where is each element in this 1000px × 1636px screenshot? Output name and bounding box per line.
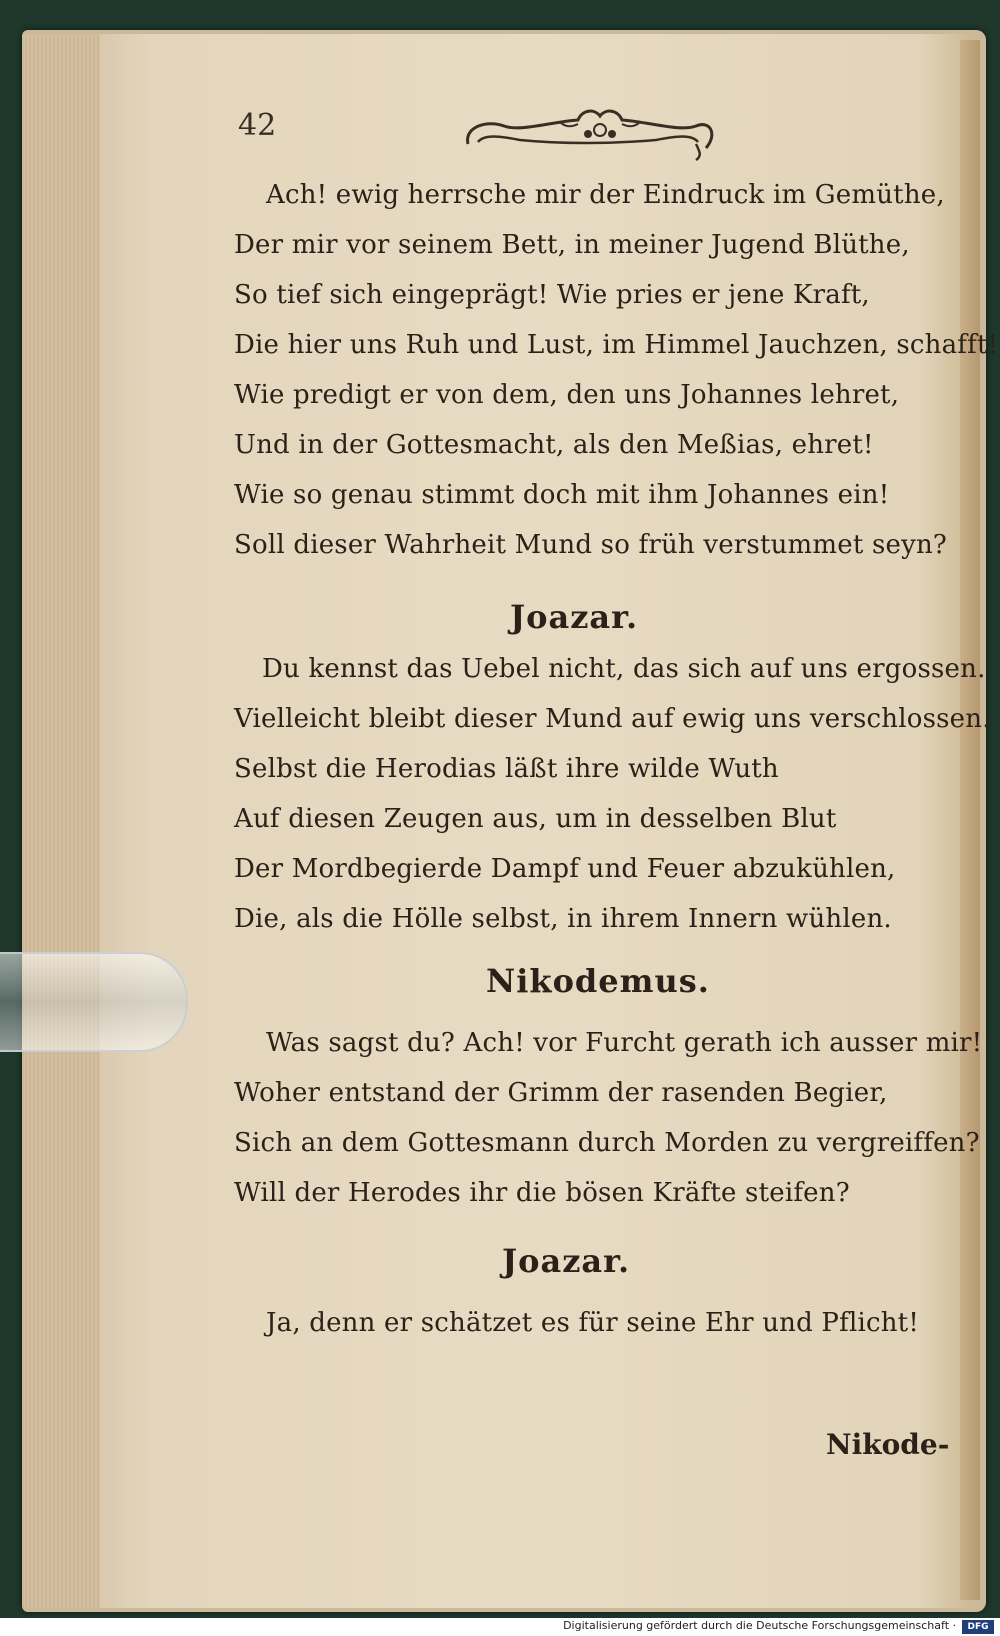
verse-line: Wie so genau stimmt doch mit ihm Johannes ein! <box>234 480 890 510</box>
book-right-edge <box>960 40 980 1600</box>
footer-credit: Digitalisierung gefördert durch die Deutsche Forschungsgemeinschaft · <box>563 1619 956 1632</box>
ornament-icon <box>460 104 715 162</box>
catchword: Nikode- <box>826 1428 950 1461</box>
speaker-name: Joazar. <box>510 598 639 636</box>
page-edges <box>24 34 104 1608</box>
page-holder-clip <box>0 952 188 1052</box>
verse-line: Sich an dem Gottesmann durch Morden zu vergreiffen? <box>234 1128 980 1158</box>
verse-line: Soll dieser Wahrheit Mund so früh verstummet seyn? <box>234 530 948 560</box>
verse-line: Selbst die Herodias läßt ihre wilde Wuth <box>234 754 779 784</box>
verse-line: Was sagst du? Ach! vor Furcht gerath ich ausser mir! <box>266 1028 983 1058</box>
verse-line: Auf diesen Zeugen aus, um in desselben Blut <box>234 804 837 834</box>
verse-line: Vielleicht bleibt dieser Mund auf ewig uns verschlossen. <box>234 704 991 734</box>
verse-line: Ja, denn er schätzet es für seine Ehr und Pflicht! <box>266 1308 919 1338</box>
verse-line: Woher entstand der Grimm der rasenden Begier, <box>234 1078 888 1108</box>
verse-line: Der mir vor seinem Bett, in meiner Jugend Blüthe, <box>234 230 910 260</box>
page-number: 42 <box>238 108 277 143</box>
speaker-name: Joazar. <box>502 1242 631 1280</box>
verse-line: Wie predigt er von dem, den uns Johannes lehret, <box>234 380 900 410</box>
verse-line: Und in der Gottesmacht, als den Meßias, ehret! <box>234 430 874 460</box>
speaker-name: Nikodemus. <box>486 962 710 1000</box>
verse-line: Die hier uns Ruh und Lust, im Himmel Jauchzen, schafft! <box>234 330 999 360</box>
verse-line: Der Mordbegierde Dampf und Feuer abzukühlen, <box>234 854 896 884</box>
verse-line: Ach! ewig herrsche mir der Eindruck im Gemüthe, <box>266 180 945 210</box>
verse-line: So tief sich eingeprägt! Wie pries er jene Kraft, <box>234 280 870 310</box>
dfg-logo: DFG <box>962 1620 994 1634</box>
verse-line: Du kennst das Uebel nicht, das sich auf uns ergossen. <box>262 654 986 684</box>
verse-line: Will der Herodes ihr die bösen Kräfte steifen? <box>234 1178 850 1208</box>
verse-line: Die, als die Hölle selbst, in ihrem Innern wühlen. <box>234 904 892 934</box>
